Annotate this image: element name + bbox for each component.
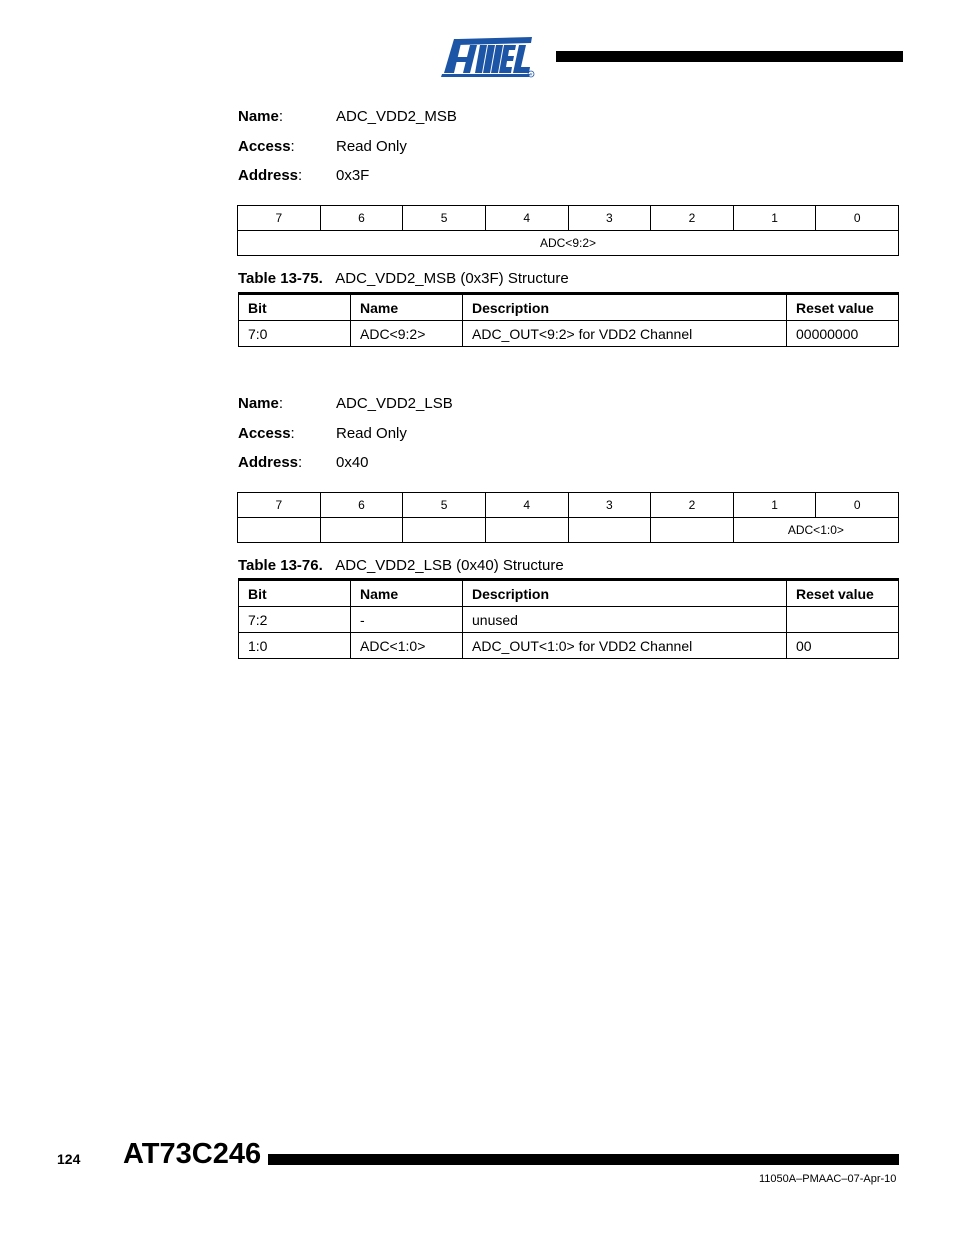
bit-field xyxy=(238,518,321,543)
table-cell: ADC_OUT<1:0> for VDD2 Channel xyxy=(463,633,787,659)
register-1-access-label: Access: xyxy=(238,138,295,155)
table-header-row xyxy=(239,294,899,321)
bit-number: 4 xyxy=(485,493,568,518)
register-1-structure-table xyxy=(238,292,899,347)
bit-number: 3 xyxy=(568,493,651,518)
table-cell: - xyxy=(351,607,463,633)
bit-number: 6 xyxy=(320,493,403,518)
bit-field xyxy=(485,518,568,543)
column-header: Bit xyxy=(239,294,351,321)
bit-number: 0 xyxy=(816,493,899,518)
table-cell: 00 xyxy=(787,633,899,659)
register-2-name-label: Name: xyxy=(238,395,284,412)
bit-field: ADC<9:2> xyxy=(238,231,899,256)
table-cell: ADC<1:0> xyxy=(351,633,463,659)
table-cell: 7:2 xyxy=(239,607,351,633)
table-cell xyxy=(787,607,899,633)
table-cell: ADC<9:2> xyxy=(351,321,463,347)
bit-number: 5 xyxy=(403,493,486,518)
bit-number: 2 xyxy=(651,493,734,518)
register-1-table-caption: Table 13-75. ADC_VDD2_MSB (0x3F) Structure xyxy=(238,270,569,287)
table-cell: unused xyxy=(463,607,787,633)
table-cell: 00000000 xyxy=(787,321,899,347)
bit-number: 3 xyxy=(568,206,651,231)
register-2-access-value: Read Only xyxy=(336,425,407,442)
document-title: AT73C246 xyxy=(123,1138,262,1170)
bit-number: 7 xyxy=(238,493,321,518)
register-2-access-label: Access: xyxy=(238,425,295,442)
column-header: Description xyxy=(463,580,787,607)
bit-number: 7 xyxy=(238,206,321,231)
column-header: Bit xyxy=(239,580,351,607)
register-1-address-label: Address: xyxy=(238,167,303,184)
page-number: 124 xyxy=(57,1151,81,1167)
bit-field xyxy=(403,518,486,543)
bit-number: 6 xyxy=(320,206,403,231)
register-2-name-value: ADC_VDD2_LSB xyxy=(336,395,453,412)
register-2-structure-table xyxy=(238,578,899,659)
bit-field xyxy=(568,518,651,543)
bit-number: 5 xyxy=(403,206,486,231)
register-2-table-caption: Table 13-76. ADC_VDD2_LSB (0x40) Structure xyxy=(238,557,564,574)
bit-field xyxy=(651,518,734,543)
table-cell: 7:0 xyxy=(239,321,351,347)
bit-number: 1 xyxy=(733,206,816,231)
atmel-logo xyxy=(440,33,536,79)
bit-field xyxy=(320,518,403,543)
bit-field-row xyxy=(238,231,899,256)
column-header: Name xyxy=(351,580,463,607)
table-row xyxy=(239,633,899,659)
table-row xyxy=(239,607,899,633)
bit-number: 4 xyxy=(485,206,568,231)
register-1-bit-map xyxy=(237,205,899,256)
column-header: Reset value xyxy=(787,294,899,321)
bit-field: ADC<1:0> xyxy=(733,518,898,543)
table-cell: 1:0 xyxy=(239,633,351,659)
register-1-address-value: 0x3F xyxy=(336,167,370,184)
register-1-access-value: Read Only xyxy=(336,138,407,155)
bit-number-row xyxy=(238,493,899,518)
column-header: Description xyxy=(463,294,787,321)
register-2-bit-map xyxy=(237,492,899,543)
header-rule xyxy=(556,51,903,62)
table-header-row xyxy=(239,580,899,607)
svg-text:R: R xyxy=(529,71,533,77)
register-2-address-value: 0x40 xyxy=(336,454,369,471)
bit-field-row xyxy=(238,518,899,543)
column-header: Name xyxy=(351,294,463,321)
bit-number: 2 xyxy=(651,206,734,231)
column-header: Reset value xyxy=(787,580,899,607)
bit-number-row xyxy=(238,206,899,231)
bit-number: 1 xyxy=(733,493,816,518)
document-code: 11050A–PMAAC–07-Apr-10 xyxy=(759,1173,897,1185)
table-row xyxy=(239,321,899,347)
register-1-name-value: ADC_VDD2_MSB xyxy=(336,108,457,125)
register-1-name-label: Name: xyxy=(238,108,284,125)
register-2-address-label: Address: xyxy=(238,454,303,471)
table-cell: ADC_OUT<9:2> for VDD2 Channel xyxy=(463,321,787,347)
footer-rule xyxy=(268,1154,899,1165)
bit-number: 0 xyxy=(816,206,899,231)
